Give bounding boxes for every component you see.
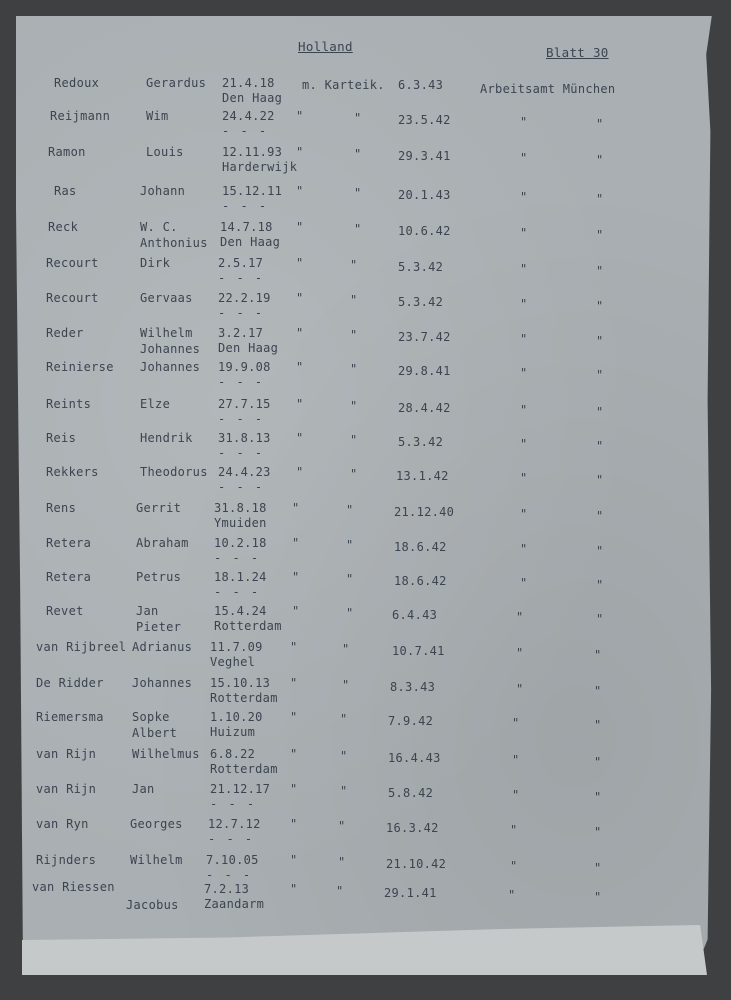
ditto-office-cell-2: " bbox=[594, 755, 602, 769]
ditto-office-cell-2: " bbox=[596, 117, 604, 131]
birth-date-cell: 15.12.11 bbox=[222, 184, 283, 198]
first-name-cell: Louis bbox=[146, 145, 184, 159]
registration-date-cell: 16.4.43 bbox=[388, 751, 441, 765]
surname-cell: De Ridder bbox=[36, 676, 104, 690]
surname-cell: van Ryn bbox=[36, 817, 89, 831]
ditto-office-cell: " bbox=[520, 437, 528, 451]
ditto-office-cell: " bbox=[520, 507, 528, 521]
birth-place-cell: - - - bbox=[218, 306, 265, 320]
ditto-office-cell-2: " bbox=[594, 718, 602, 732]
first-name-cell: Jan bbox=[132, 782, 155, 796]
first-name-cell: Johann bbox=[140, 184, 186, 198]
birth-place-cell: - - - bbox=[218, 480, 265, 494]
birth-place-cell: Veghel bbox=[210, 655, 256, 669]
birth-date-cell: 3.2.17 bbox=[218, 326, 264, 340]
ditto-type-cell: " bbox=[290, 817, 298, 831]
ditto-office-cell-2: " bbox=[596, 299, 604, 313]
surname-cell: Rijnders bbox=[36, 853, 97, 867]
ditto-type-cell-2: " bbox=[354, 222, 362, 236]
first-name-cell: Johannes bbox=[132, 676, 193, 690]
registration-date-cell: 23.7.42 bbox=[398, 330, 451, 344]
ditto-type-cell: " bbox=[290, 710, 298, 724]
first-name-cell: Sopke bbox=[132, 710, 170, 724]
registration-date-cell: 7.9.42 bbox=[388, 714, 434, 728]
first-name-cell: Elze bbox=[140, 397, 171, 411]
first-name-cell: Wim bbox=[146, 109, 169, 123]
birth-place-cell: - - - bbox=[218, 412, 265, 426]
second-first-name-cell: Pieter bbox=[136, 620, 182, 634]
first-name-cell: Gervaas bbox=[140, 291, 193, 305]
second-first-name-cell: Albert bbox=[132, 726, 178, 740]
ditto-type-cell-2: " bbox=[338, 855, 346, 869]
birth-date-cell: 10.2.18 bbox=[214, 536, 267, 550]
ditto-office-cell-2: " bbox=[596, 405, 604, 419]
ditto-type-cell: " bbox=[296, 465, 304, 479]
birth-date-cell: 15.4.24 bbox=[214, 604, 267, 618]
ditto-office-cell-2: " bbox=[596, 334, 604, 348]
ditto-office-cell-2: " bbox=[596, 228, 604, 242]
ditto-office-cell: " bbox=[508, 888, 516, 902]
surname-cell: Retera bbox=[46, 536, 92, 550]
first-name-cell: W. C. bbox=[140, 220, 178, 234]
ditto-type-cell-2: " bbox=[350, 362, 358, 376]
birth-place-cell: - - - bbox=[210, 797, 257, 811]
ditto-office-cell: " bbox=[516, 610, 524, 624]
ditto-type-cell-2: " bbox=[350, 328, 358, 342]
ditto-office-cell: " bbox=[520, 115, 528, 129]
document-sheet bbox=[16, 16, 716, 978]
birth-place-cell: Huizum bbox=[210, 725, 256, 739]
surname-cell: Reck bbox=[48, 220, 79, 234]
ditto-type-cell-2: " bbox=[340, 712, 348, 726]
ditto-type-cell-2: " bbox=[346, 503, 354, 517]
ditto-office-cell: " bbox=[510, 823, 518, 837]
ditto-office-cell: " bbox=[520, 542, 528, 556]
ditto-type-cell-2: " bbox=[350, 293, 358, 307]
registration-date-cell: 29.8.41 bbox=[398, 364, 451, 378]
ditto-office-cell: " bbox=[512, 788, 520, 802]
ditto-type-cell-2: " bbox=[338, 819, 346, 833]
ditto-office-cell-2: " bbox=[594, 790, 602, 804]
first-name-cell: Jan bbox=[136, 604, 159, 618]
birth-date-cell: 2.5.17 bbox=[218, 256, 264, 270]
birth-date-cell: 31.8.18 bbox=[214, 501, 267, 515]
ditto-type-cell: " bbox=[296, 360, 304, 374]
ditto-office-cell: " bbox=[520, 332, 528, 346]
surname-cell: Reijmann bbox=[50, 109, 111, 123]
registration-date-cell: 5.3.42 bbox=[398, 260, 444, 274]
birth-date-cell: 15.10.13 bbox=[210, 676, 271, 690]
ditto-type-cell: " bbox=[290, 882, 298, 896]
birth-place-cell: - - - bbox=[222, 199, 269, 213]
ditto-office-cell-2: " bbox=[594, 684, 602, 698]
birth-date-cell: 21.12.17 bbox=[210, 782, 271, 796]
birth-place-cell: Den Haag bbox=[222, 91, 283, 105]
registration-date-cell: 29.1.41 bbox=[384, 886, 437, 900]
ditto-type-cell-2: " bbox=[346, 572, 354, 586]
first-name-cell: Johannes bbox=[140, 360, 201, 374]
ditto-office-cell: " bbox=[512, 716, 520, 730]
registration-date-cell: 6.4.43 bbox=[392, 608, 438, 622]
ditto-type-cell-2: " bbox=[346, 606, 354, 620]
birth-date-cell: 24.4.22 bbox=[222, 109, 275, 123]
birth-date-cell: 19.9.08 bbox=[218, 360, 271, 374]
first-name-cell: Wilhelm bbox=[140, 326, 193, 340]
ditto-type-cell: " bbox=[296, 145, 304, 159]
ditto-office-cell: " bbox=[520, 226, 528, 240]
birth-place-cell: - - - bbox=[218, 271, 265, 285]
first-name-cell: Georges bbox=[130, 817, 183, 831]
birth-date-cell: 27.7.15 bbox=[218, 397, 271, 411]
first-name-cell: Gerardus bbox=[146, 76, 207, 90]
registration-date-cell: 13.1.42 bbox=[396, 469, 449, 483]
sheet-number: Blatt 30 bbox=[546, 45, 609, 60]
birth-place-cell: - - - bbox=[214, 585, 261, 599]
second-first-name-cell: Anthonius bbox=[140, 236, 208, 250]
birth-place-cell: Harderwijk bbox=[222, 160, 298, 174]
ditto-office-cell-2: " bbox=[596, 578, 604, 592]
ditto-office-cell: " bbox=[520, 262, 528, 276]
ditto-type-cell-2: " bbox=[350, 433, 358, 447]
ditto-office-cell: " bbox=[520, 576, 528, 590]
first-name-cell: Wilhelm bbox=[130, 853, 183, 867]
birth-place-cell: - - - bbox=[222, 124, 269, 138]
surname-cell: Reis bbox=[46, 431, 77, 445]
first-name-cell: Jacobus bbox=[126, 898, 179, 912]
birth-date-cell: 22.2.19 bbox=[218, 291, 271, 305]
birth-date-cell: 7.10.05 bbox=[206, 853, 259, 867]
ditto-type-cell-2: " bbox=[342, 678, 350, 692]
labour-office-cell: Arbeitsamt München bbox=[480, 82, 616, 96]
ditto-type-cell-2: " bbox=[354, 147, 362, 161]
surname-cell: Recourt bbox=[46, 256, 99, 270]
birth-place-cell: Ymuiden bbox=[214, 516, 267, 530]
ditto-office-cell-2: " bbox=[596, 612, 604, 626]
ditto-office-cell-2: " bbox=[596, 473, 604, 487]
ditto-type-cell: " bbox=[290, 640, 298, 654]
birth-date-cell: 31.8.13 bbox=[218, 431, 271, 445]
ditto-office-cell-2: " bbox=[594, 825, 602, 839]
ditto-office-cell: " bbox=[510, 859, 518, 873]
birth-place-cell: - - - bbox=[206, 868, 253, 882]
ditto-office-cell-2: " bbox=[596, 368, 604, 382]
birth-date-cell: 11.7.09 bbox=[210, 640, 263, 654]
ditto-office-cell-2: " bbox=[596, 544, 604, 558]
ditto-type-cell: " bbox=[296, 291, 304, 305]
registration-date-cell: 23.5.42 bbox=[398, 113, 451, 127]
ditto-type-cell: " bbox=[296, 397, 304, 411]
registration-date-cell: 6.3.43 bbox=[398, 78, 444, 92]
birth-place-cell: - - - bbox=[208, 832, 255, 846]
first-name-cell: Adrianus bbox=[132, 640, 193, 654]
ditto-office-cell-2: " bbox=[596, 192, 604, 206]
record-type-cell: m. Karteik. bbox=[302, 78, 385, 92]
ditto-office-cell-2: " bbox=[594, 861, 602, 875]
birth-place-cell: - - - bbox=[218, 446, 265, 460]
ditto-type-cell-2: " bbox=[354, 186, 362, 200]
birth-date-cell: 6.8.22 bbox=[210, 747, 256, 761]
ditto-type-cell: " bbox=[296, 431, 304, 445]
ditto-office-cell-2: " bbox=[596, 153, 604, 167]
birth-date-cell: 12.11.93 bbox=[222, 145, 283, 159]
surname-cell: Retera bbox=[46, 570, 92, 584]
ditto-type-cell: " bbox=[292, 536, 300, 550]
surname-cell: Redoux bbox=[54, 76, 100, 90]
ditto-type-cell-2: " bbox=[354, 111, 362, 125]
ditto-office-cell: " bbox=[520, 297, 528, 311]
ditto-type-cell: " bbox=[296, 184, 304, 198]
registration-date-cell: 5.3.42 bbox=[398, 295, 444, 309]
ditto-office-cell-2: " bbox=[594, 890, 602, 904]
ditto-type-cell: " bbox=[290, 676, 298, 690]
ditto-type-cell: " bbox=[292, 570, 300, 584]
birth-place-cell: - - - bbox=[214, 551, 261, 565]
surname-cell: van Rijn bbox=[36, 747, 97, 761]
birth-place-cell: Rotterdam bbox=[210, 691, 278, 705]
birth-date-cell: 21.4.18 bbox=[222, 76, 275, 90]
surname-cell: Ras bbox=[54, 184, 77, 198]
ditto-type-cell: " bbox=[290, 853, 298, 867]
birth-date-cell: 7.2.13 bbox=[204, 882, 250, 896]
ditto-type-cell-2: " bbox=[342, 642, 350, 656]
surname-cell: Revet bbox=[46, 604, 84, 618]
birth-place-cell: Rotterdam bbox=[210, 762, 278, 776]
birth-place-cell: Den Haag bbox=[218, 341, 279, 355]
surname-cell: Reinierse bbox=[46, 360, 114, 374]
first-name-cell: Hendrik bbox=[140, 431, 193, 445]
ditto-office-cell: " bbox=[516, 682, 524, 696]
registration-date-cell: 18.6.42 bbox=[394, 574, 447, 588]
ditto-office-cell-2: " bbox=[594, 648, 602, 662]
ditto-office-cell-2: " bbox=[596, 439, 604, 453]
registration-date-cell: 28.4.42 bbox=[398, 401, 451, 415]
ditto-type-cell-2: " bbox=[350, 399, 358, 413]
birth-place-cell: Den Haag bbox=[220, 235, 281, 249]
registration-date-cell: 10.7.41 bbox=[392, 644, 445, 658]
registration-date-cell: 10.6.42 bbox=[398, 224, 451, 238]
birth-date-cell: 18.1.24 bbox=[214, 570, 267, 584]
ditto-office-cell: " bbox=[516, 646, 524, 660]
ditto-type-cell-2: " bbox=[340, 784, 348, 798]
ditto-office-cell: " bbox=[520, 403, 528, 417]
ditto-type-cell-2: " bbox=[340, 749, 348, 763]
ditto-type-cell: " bbox=[292, 501, 300, 515]
surname-cell: Reder bbox=[46, 326, 84, 340]
surname-cell: Rekkers bbox=[46, 465, 99, 479]
surname-cell: Recourt bbox=[46, 291, 99, 305]
birth-date-cell: 24.4.23 bbox=[218, 465, 271, 479]
first-name-cell: Petrus bbox=[136, 570, 182, 584]
birth-date-cell: 14.7.18 bbox=[220, 220, 273, 234]
birth-place-cell: Rotterdam bbox=[214, 619, 282, 633]
surname-cell: van Riessen bbox=[32, 880, 115, 894]
birth-place-cell: Zaandarm bbox=[204, 897, 265, 911]
surname-cell: van Rijbreel bbox=[36, 640, 127, 654]
ditto-type-cell-2: " bbox=[346, 538, 354, 552]
ditto-type-cell: " bbox=[290, 782, 298, 796]
surname-cell: Reints bbox=[46, 397, 92, 411]
registration-date-cell: 18.6.42 bbox=[394, 540, 447, 554]
birth-date-cell: 1.10.20 bbox=[210, 710, 263, 724]
registration-date-cell: 16.3.42 bbox=[386, 821, 439, 835]
ditto-office-cell: " bbox=[520, 366, 528, 380]
registration-date-cell: 8.3.43 bbox=[390, 680, 436, 694]
registration-date-cell: 21.12.40 bbox=[394, 505, 455, 519]
ditto-type-cell-2: " bbox=[350, 467, 358, 481]
ditto-office-cell-2: " bbox=[596, 509, 604, 523]
first-name-cell: Theodorus bbox=[140, 465, 208, 479]
ditto-office-cell-2: " bbox=[596, 264, 604, 278]
ditto-office-cell: " bbox=[520, 151, 528, 165]
surname-cell: van Rijn bbox=[36, 782, 97, 796]
birth-date-cell: 12.7.12 bbox=[208, 817, 261, 831]
first-name-cell: Gerrit bbox=[136, 501, 182, 515]
surname-cell: Ramon bbox=[48, 145, 86, 159]
ditto-type-cell: " bbox=[292, 604, 300, 618]
ditto-type-cell: " bbox=[296, 220, 304, 234]
ditto-type-cell: " bbox=[290, 747, 298, 761]
registration-date-cell: 20.1.43 bbox=[398, 188, 451, 202]
second-first-name-cell: Johannes bbox=[140, 342, 201, 356]
first-name-cell: Wilhelmus bbox=[132, 747, 200, 761]
surname-cell: Rens bbox=[46, 501, 77, 515]
ditto-office-cell: " bbox=[520, 190, 528, 204]
ditto-type-cell-2: " bbox=[350, 258, 358, 272]
registration-date-cell: 29.3.41 bbox=[398, 149, 451, 163]
registration-date-cell: 5.8.42 bbox=[388, 786, 434, 800]
registration-date-cell: 21.10.42 bbox=[386, 857, 447, 871]
first-name-cell: Dirk bbox=[140, 256, 171, 270]
surname-cell: Riemersma bbox=[36, 710, 104, 724]
ditto-type-cell: " bbox=[296, 326, 304, 340]
birth-place-cell: - - - bbox=[218, 375, 265, 389]
ditto-office-cell: " bbox=[512, 753, 520, 767]
ditto-type-cell: " bbox=[296, 109, 304, 123]
registration-date-cell: 5.3.42 bbox=[398, 435, 444, 449]
ditto-type-cell: " bbox=[296, 256, 304, 270]
ditto-type-cell-2: " bbox=[336, 884, 344, 898]
ditto-office-cell: " bbox=[520, 471, 528, 485]
first-name-cell: Abraham bbox=[136, 536, 189, 550]
country-heading: Holland bbox=[298, 39, 353, 54]
